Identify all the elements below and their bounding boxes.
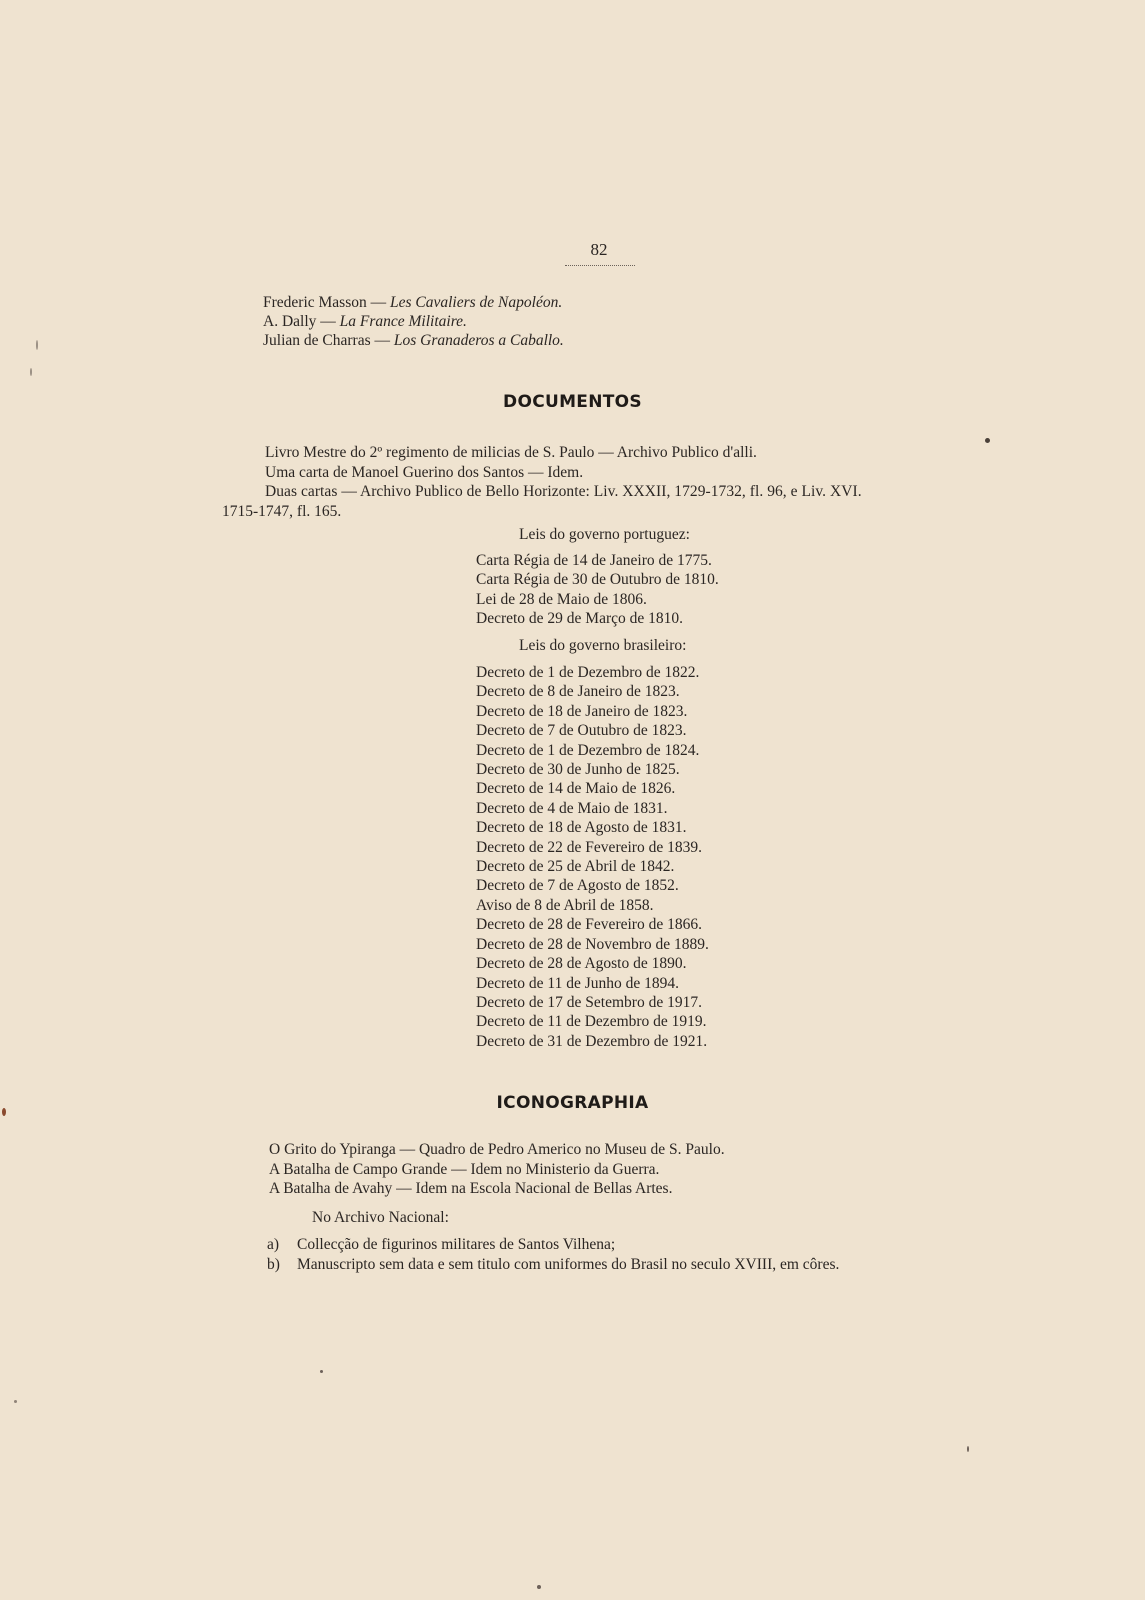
brazilian-law-entry: Decreto de 11 de Dezembro de 1919. <box>476 1013 707 1031</box>
ink-speck <box>985 438 990 443</box>
ink-speck <box>36 340 38 350</box>
portuguese-law-entry: Lei de 28 de Maio de 1806. <box>476 590 647 608</box>
brazilian-law-entry: Decreto de 18 de Agosto de 1831. <box>476 819 687 837</box>
item-text: Manuscripto sem data e sem titulo com uniformes do Brasil no seculo XVIII, em côres. <box>297 1256 840 1273</box>
documento-line: Uma carta de Manoel Guerino dos Santos — Idem. <box>265 463 584 481</box>
iconographia-line: O Grito do Ypiranga — Quadro de Pedro Americo no Museu de S. Paulo. <box>269 1141 725 1158</box>
ink-speck <box>14 1400 17 1403</box>
brazilian-law-entry: Decreto de 28 de Novembro de 1889. <box>476 935 709 953</box>
bibliography-entry: Frederic Masson — Les Cavaliers de Napoléon. <box>263 294 563 311</box>
page-number: 82 <box>590 240 608 259</box>
archivo-nacional-label: No Archivo Nacional: <box>312 1209 449 1226</box>
brazilian-law-entry: Decreto de 4 de Maio de 1831. <box>476 799 668 817</box>
item-marker: b) <box>267 1256 280 1273</box>
documento-line: Duas cartas — Archivo Publico de Bello Horizonte: Liv. XXXII, 1729-1732, fl. 96, e Liv. XVI. <box>265 483 862 500</box>
brazilian-law-entry: Decreto de 11 de Junho de 1894. <box>476 974 680 992</box>
documento-line: 1715-1747, fl. 165. <box>222 502 342 520</box>
brazilian-laws-list <box>476 663 709 1051</box>
documentos-heading: DOCUMENTOS <box>503 392 642 412</box>
page-number-rule <box>565 262 635 266</box>
brazilian-law-entry: Decreto de 7 de Outubro de 1823. <box>476 722 687 740</box>
bibliography-list <box>263 293 564 350</box>
documentos-list <box>222 443 862 521</box>
brazilian-law-entry: Decreto de 7 de Agosto de 1852. <box>476 877 679 895</box>
iconographia-line: A Batalha de Avahy — Idem na Escola Nacional de Bellas Artes. <box>269 1180 673 1197</box>
brazilian-law-entry: Decreto de 1 de Dezembro de 1822. <box>476 664 700 681</box>
bibliography-entry: A. Dally — La France Militaire. <box>263 313 467 330</box>
ink-speck <box>30 368 32 376</box>
item-text: Collecção de figurinos militares de Santos Vilhena; <box>297 1236 616 1253</box>
portuguese-law-entry: Decreto de 29 de Março de 1810. <box>476 610 684 628</box>
brazilian-laws-heading: Leis do governo brasileiro: <box>519 637 687 654</box>
archivo-item <box>267 1235 839 1255</box>
brazilian-law-entry: Decreto de 30 de Junho de 1825. <box>476 761 680 779</box>
portuguese-law-entry: Carta Régia de 14 de Janeiro de 1775. <box>476 552 712 569</box>
portuguese-laws-heading: Leis do governo portuguez: <box>519 526 690 543</box>
brazilian-law-entry: Decreto de 22 de Fevereiro de 1839. <box>476 838 702 856</box>
iconographia-heading: ICONOGRAPHIA <box>496 1093 649 1113</box>
item-marker: a) <box>267 1236 280 1253</box>
iconographia-list <box>269 1140 725 1199</box>
portuguese-law-entry: Carta Régia de 30 de Outubro de 1810. <box>476 571 719 589</box>
brazilian-law-entry: Decreto de 28 de Agosto de 1890. <box>476 955 687 973</box>
brazilian-law-entry: Decreto de 25 de Abril de 1842. <box>476 858 675 876</box>
brazilian-law-entry: Decreto de 8 de Janeiro de 1823. <box>476 683 680 701</box>
bibliography-entry: Julian de Charras — Los Granaderos a Caballo. <box>263 332 564 349</box>
ink-speck <box>2 1108 6 1116</box>
brazilian-law-entry: Decreto de 14 de Maio de 1826. <box>476 780 676 798</box>
brazilian-law-entry: Decreto de 1 de Dezembro de 1824. <box>476 741 700 759</box>
brazilian-law-entry: Decreto de 31 de Dezembro de 1921. <box>476 1032 708 1050</box>
brazilian-law-entry: Decreto de 17 de Setembro de 1917. <box>476 993 702 1011</box>
archivo-items-list <box>267 1235 839 1275</box>
archivo-item <box>267 1255 839 1275</box>
brazilian-law-entry: Decreto de 28 de Fevereiro de 1866. <box>476 916 702 934</box>
ink-speck <box>537 1585 541 1589</box>
portuguese-laws-list <box>476 551 719 629</box>
iconographia-line: A Batalha de Campo Grande — Idem no Ministerio da Guerra. <box>269 1160 660 1178</box>
ink-speck <box>320 1370 323 1373</box>
ink-speck <box>967 1446 969 1452</box>
documento-line: Livro Mestre do 2º regimento de milicias de S. Paulo — Archivo Publico d'alli. <box>265 444 757 461</box>
brazilian-law-entry: Aviso de 8 de Abril de 1858. <box>476 896 654 914</box>
brazilian-law-entry: Decreto de 18 de Janeiro de 1823. <box>476 702 688 720</box>
